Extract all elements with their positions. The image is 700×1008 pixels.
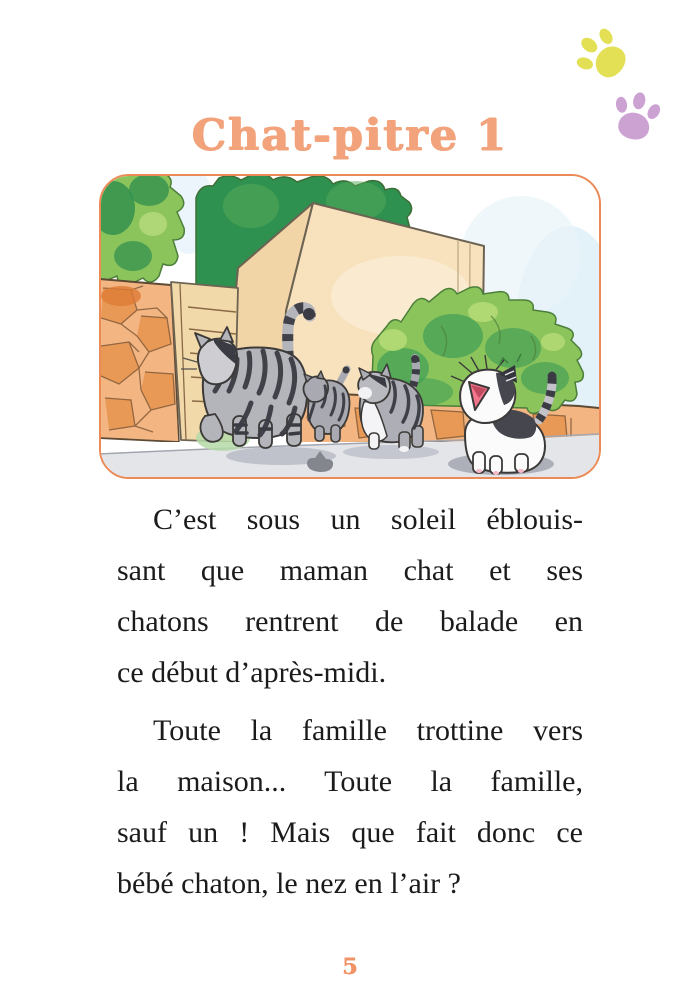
text-line: la maison... Toute la famille, — [117, 765, 583, 798]
illustration-scene — [101, 176, 599, 477]
paw-print-yellow-icon — [565, 18, 640, 92]
text-line: sauf un ! Mais que fait donc ce — [117, 816, 583, 849]
page-number: 5 — [342, 954, 358, 980]
text-line: ce début d’après-midi. — [117, 656, 387, 689]
stone-wall-left — [101, 279, 179, 442]
text-line: sant que maman chat et ses — [117, 554, 583, 587]
chapter-title: Chat-pitre 1 — [191, 110, 509, 161]
illustration-frame — [99, 174, 601, 479]
text-line: Toute la famille trottine vers — [153, 714, 583, 747]
text-line: C’est sous un soleil éblouis- — [153, 503, 583, 536]
paragraph-2 — [117, 705, 583, 909]
text-line: bébé chaton, le nez en l’air ? — [117, 867, 461, 900]
paragraph-1 — [117, 494, 583, 698]
text-line: chatons rentrent de balade en — [117, 605, 583, 638]
story-text — [117, 494, 583, 909]
